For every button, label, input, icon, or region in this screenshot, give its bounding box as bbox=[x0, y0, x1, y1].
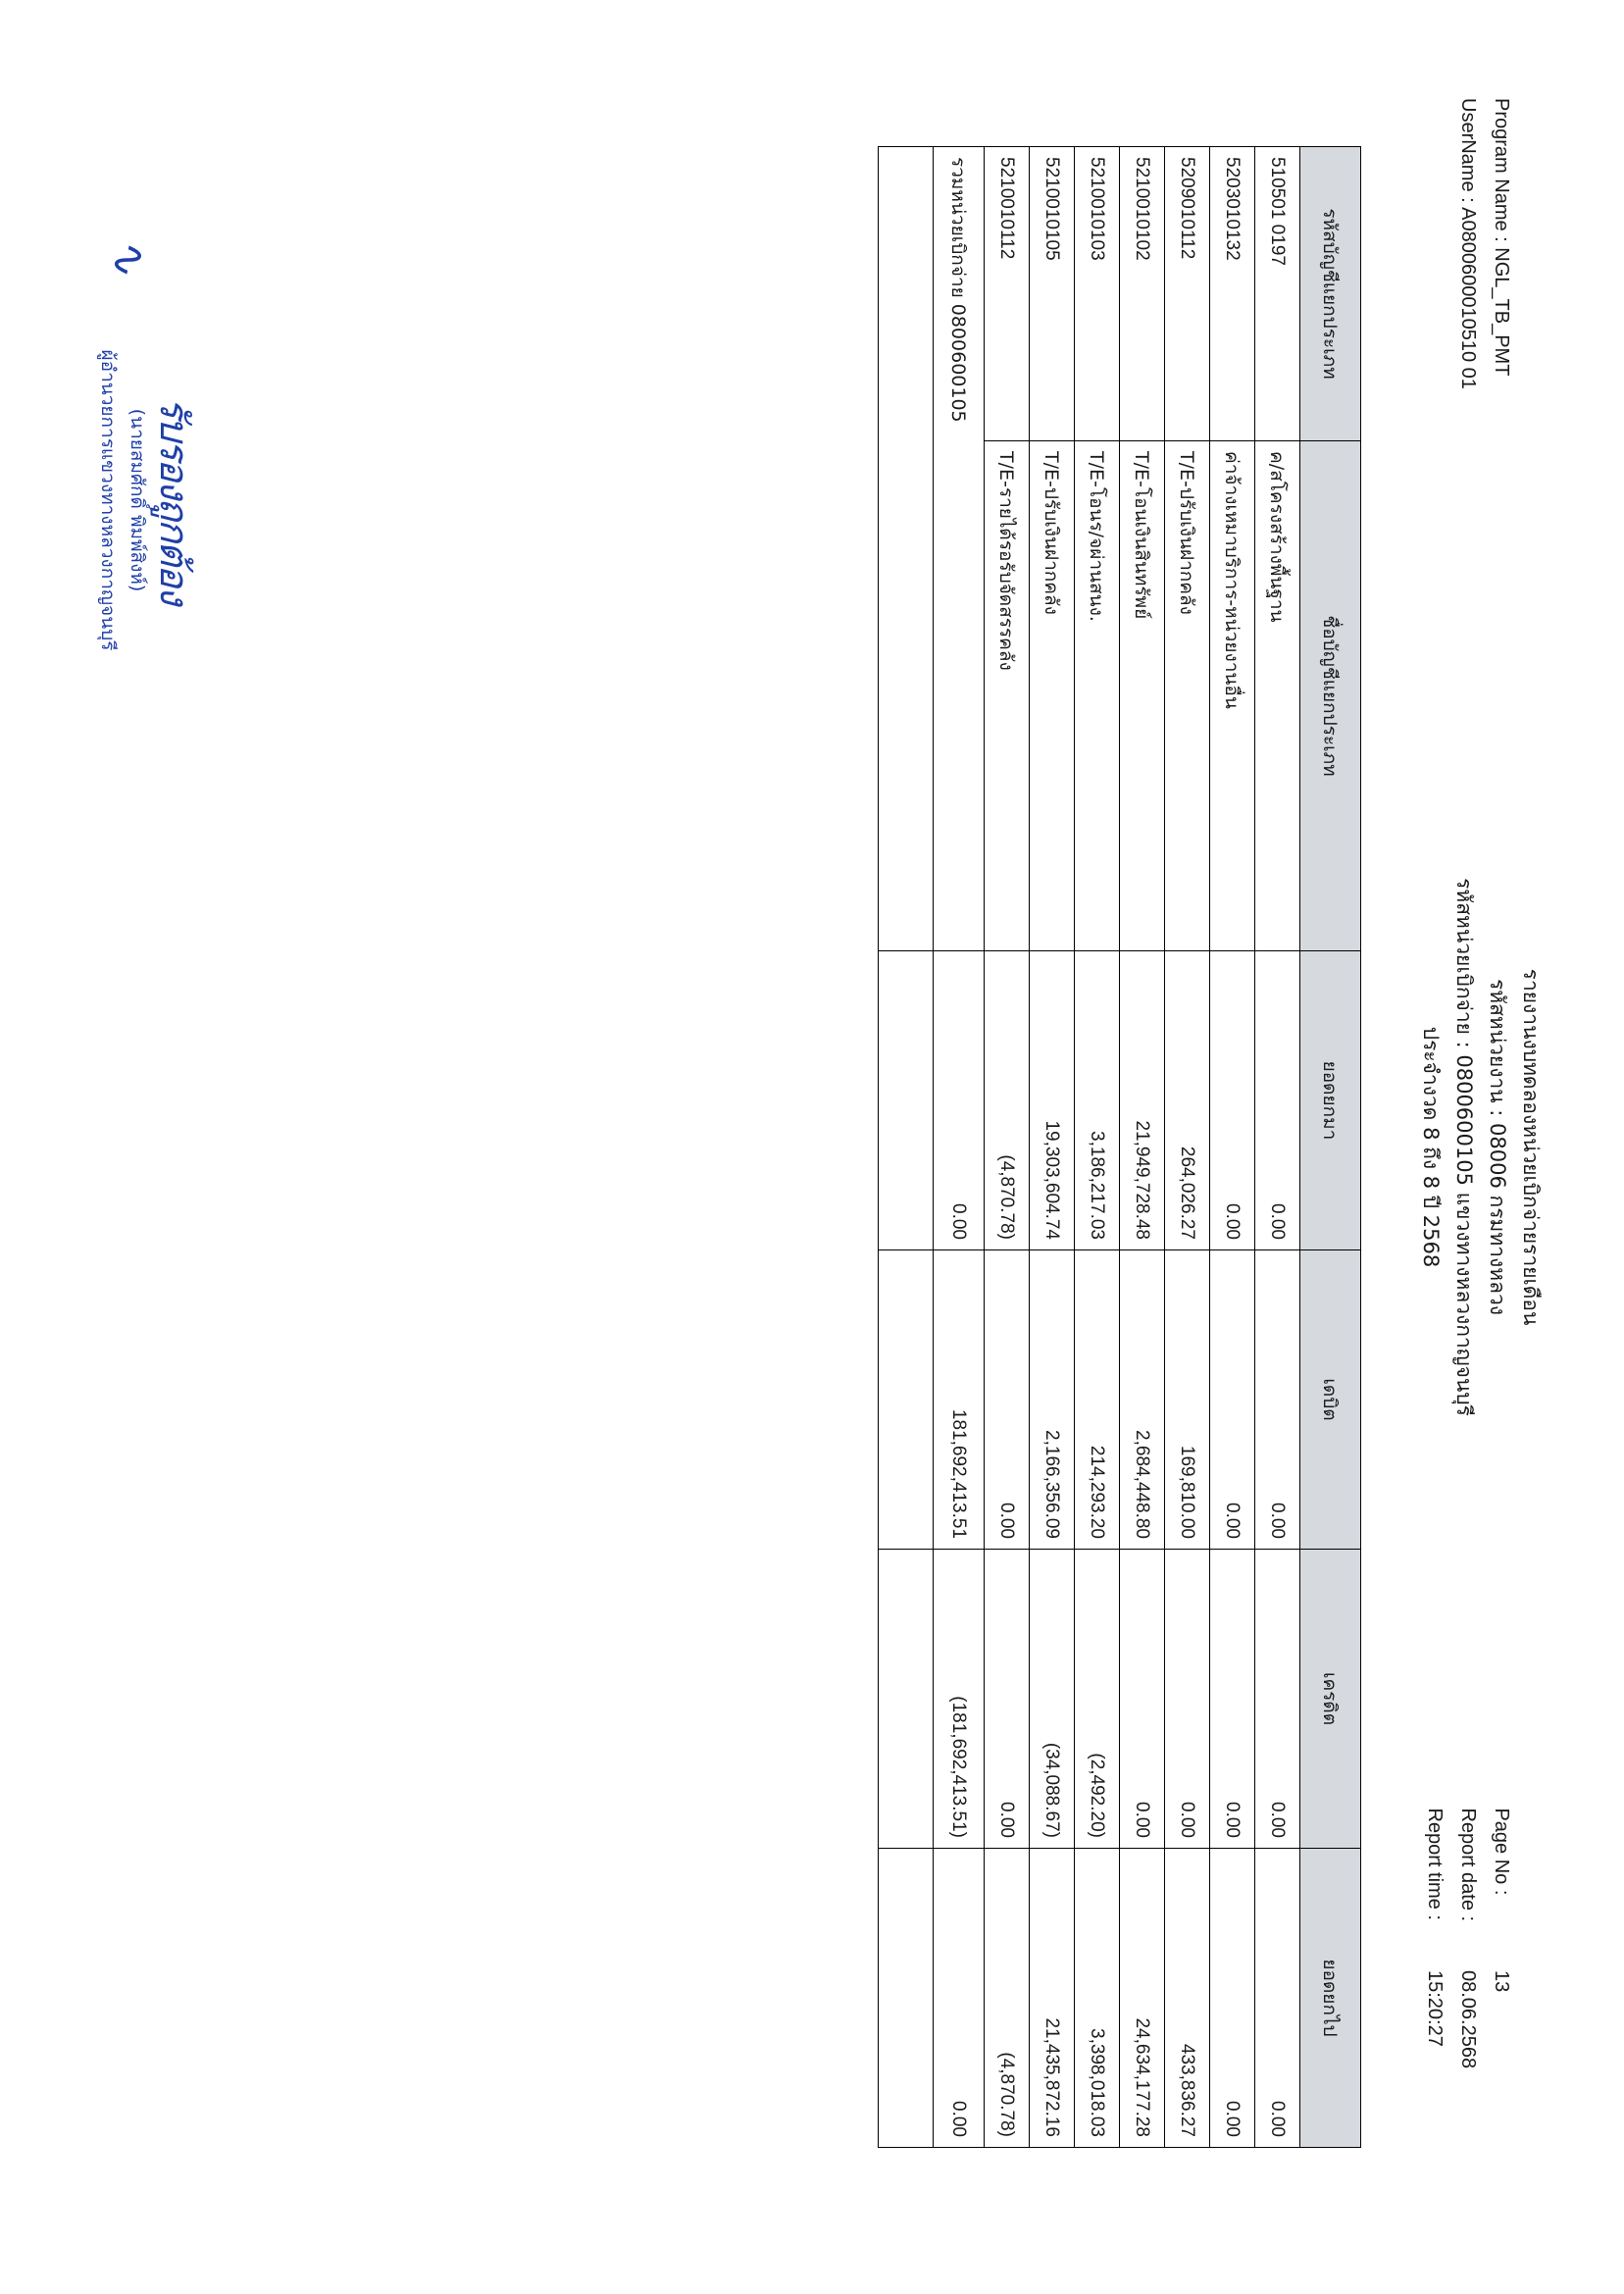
spacer-cell bbox=[879, 1849, 934, 2148]
cell-opening-balance: 3,186,217.03 bbox=[1075, 951, 1120, 1250]
cell-account-code: 5209010112 bbox=[1165, 147, 1210, 441]
cell-account-name: ค่าจ้างเหมาบริการ-หน่วยงานอื่น bbox=[1210, 441, 1255, 951]
cell-debit: 0.00 bbox=[1210, 1250, 1255, 1550]
column-header-credit: เครดิต bbox=[1300, 1550, 1361, 1849]
spacer-cell bbox=[879, 1250, 934, 1550]
cell-debit: 169,810.00 bbox=[1165, 1250, 1210, 1550]
report-time-label: Report time : bbox=[1424, 1808, 1446, 1920]
report-time-value: 15:20:27 bbox=[1424, 1970, 1446, 2047]
trial-balance-table bbox=[878, 146, 1361, 2148]
agency-code-line: รหัสหน่วยงาน : 08006 กรมทางหลวง bbox=[1486, 978, 1509, 1316]
cell-credit: 0.00 bbox=[1255, 1550, 1300, 1849]
cell-account-code: 5210010112 bbox=[985, 147, 1030, 441]
spacer-cell bbox=[879, 1550, 934, 1849]
cell-opening-balance: (4,870.78) bbox=[985, 951, 1030, 1250]
cell-account-code: 510501 0197 bbox=[1255, 147, 1300, 441]
cell-account-name: T/E-โอนร/จผ่านสนง. bbox=[1075, 441, 1120, 951]
cell-closing-balance: 24,634,177.28 bbox=[1120, 1849, 1165, 2148]
cell-credit: (34,088.67) bbox=[1030, 1550, 1075, 1849]
signature-scribble: รับรองถูกต้อง bbox=[151, 397, 196, 603]
cell-credit: 0.00 bbox=[985, 1550, 1030, 1849]
signature-block bbox=[93, 226, 195, 775]
cell-credit: 0.00 bbox=[1165, 1550, 1210, 1849]
cell-debit: 2,166,356.09 bbox=[1030, 1250, 1075, 1550]
cell-credit: 0.00 bbox=[1120, 1550, 1165, 1849]
cell-closing-balance: 0.00 bbox=[1210, 1849, 1255, 2148]
report-date-row bbox=[1451, 1808, 1485, 2078]
cell-credit: 0.00 bbox=[1210, 1550, 1255, 1849]
table-row bbox=[1210, 147, 1255, 2148]
period-line: ประจำงวด 8 ถึง 8 ปี 2568 bbox=[1419, 1026, 1443, 1268]
column-header-account-name: ชื่อบัญชีแยกประเภท bbox=[1300, 441, 1361, 951]
table-row bbox=[1075, 147, 1120, 2148]
table-row bbox=[1030, 147, 1075, 2148]
table-row bbox=[1165, 147, 1210, 2148]
cell-account-code: 5203010132 bbox=[1210, 147, 1255, 441]
cell-total-closing: 0.00 bbox=[934, 1849, 985, 2148]
program-name-value: NGL_TB_PMT bbox=[1491, 247, 1512, 377]
program-name-label: Program Name : bbox=[1491, 98, 1512, 242]
cell-closing-balance: 433,836.27 bbox=[1165, 1849, 1210, 2148]
cell-account-code: 5210010105 bbox=[1030, 147, 1075, 441]
cell-opening-balance: 21,949,728.48 bbox=[1120, 951, 1165, 1250]
username-value: A0800600010510 01 bbox=[1457, 207, 1479, 389]
page-no-row bbox=[1485, 1808, 1518, 2078]
header-right-block bbox=[1418, 1808, 1518, 2078]
cell-closing-balance: (4,870.78) bbox=[985, 1849, 1030, 2148]
cell-debit: 0.00 bbox=[985, 1250, 1030, 1550]
cell-total-opening: 0.00 bbox=[934, 951, 985, 1250]
spacer-cell bbox=[879, 951, 934, 1250]
table-header-row bbox=[1300, 147, 1361, 2148]
report-date-label: Report date : bbox=[1457, 1808, 1479, 1922]
report-header bbox=[1379, 69, 1565, 2225]
table-total-row bbox=[934, 147, 985, 2148]
cell-opening-balance: 264,026.27 bbox=[1165, 951, 1210, 1250]
cell-debit: 2,684,448.80 bbox=[1120, 1250, 1165, 1550]
page-no-value: 13 bbox=[1491, 1970, 1512, 1993]
column-header-closing-balance: ยอดยกไป bbox=[1300, 1849, 1361, 2148]
cell-opening-balance: 19,303,604.74 bbox=[1030, 951, 1075, 1250]
signature-flourish-icon: ∿ bbox=[99, 235, 160, 284]
cell-total-label: รวมหน่วยเบิกจ่าย 0800600105 bbox=[934, 147, 985, 951]
report-time-row bbox=[1418, 1808, 1451, 2078]
cell-opening-balance: 0.00 bbox=[1210, 951, 1255, 1250]
cell-account-code: 5210010102 bbox=[1120, 147, 1165, 441]
report-title: รายงานงบทดลองหน่วยเบิกจ่ายรายเดือน bbox=[1519, 968, 1543, 1326]
cell-account-name: T/E-รายได้รอรับจัดสรรคลัง bbox=[985, 441, 1030, 951]
cell-closing-balance: 3,398,018.03 bbox=[1075, 1849, 1120, 2148]
cell-closing-balance: 21,435,872.16 bbox=[1030, 1849, 1075, 2148]
cell-total-debit: 181,692,413.51 bbox=[934, 1250, 985, 1550]
spacer-cell bbox=[879, 147, 934, 951]
cell-credit: (2,492.20) bbox=[1075, 1550, 1120, 1849]
cell-debit: 214,293.20 bbox=[1075, 1250, 1120, 1550]
cell-account-name: T/E-ปรับเงินฝากคลัง bbox=[1165, 441, 1210, 951]
table-row bbox=[1255, 147, 1300, 2148]
table-row bbox=[1120, 147, 1165, 2148]
cell-debit: 0.00 bbox=[1255, 1250, 1300, 1550]
report-date-value: 08.06.2568 bbox=[1457, 1970, 1479, 2069]
cell-account-code: 5210010103 bbox=[1075, 147, 1120, 441]
column-header-account-code: รหัสบัญชีแยกประเภท bbox=[1300, 147, 1361, 441]
cell-account-name: T/E-ปรับเงินฝากคลัง bbox=[1030, 441, 1075, 951]
signature-position: ผู้อำนวยการแขวงทางหลวงกาญจนบุรี bbox=[97, 349, 119, 651]
column-header-debit: เดบิต bbox=[1300, 1250, 1361, 1550]
cell-account-name: ค/สโครงสร้างพื้นฐาน bbox=[1255, 441, 1300, 951]
table-row bbox=[985, 147, 1030, 2148]
cell-opening-balance: 0.00 bbox=[1255, 951, 1300, 1250]
signature-name: (นายสมศักดิ์ พิมพ์สิงห์) bbox=[127, 408, 148, 592]
table-spacer-row bbox=[879, 147, 934, 2148]
page-no-label: Page No : bbox=[1491, 1808, 1512, 1896]
cell-closing-balance: 0.00 bbox=[1255, 1849, 1300, 2148]
cell-total-credit: (181,692,413.51) bbox=[934, 1550, 985, 1849]
disbursement-unit-line: รหัสหน่วยเบิกจ่าย : 0800600105 แขวงทางหลวงกาญจนบุรี bbox=[1452, 878, 1476, 1416]
cell-account-name: T/E-โอนเงินสินทรัพย์ bbox=[1120, 441, 1165, 951]
column-header-opening-balance: ยอดยกมา bbox=[1300, 951, 1361, 1250]
username-label: UserName : bbox=[1457, 98, 1479, 203]
